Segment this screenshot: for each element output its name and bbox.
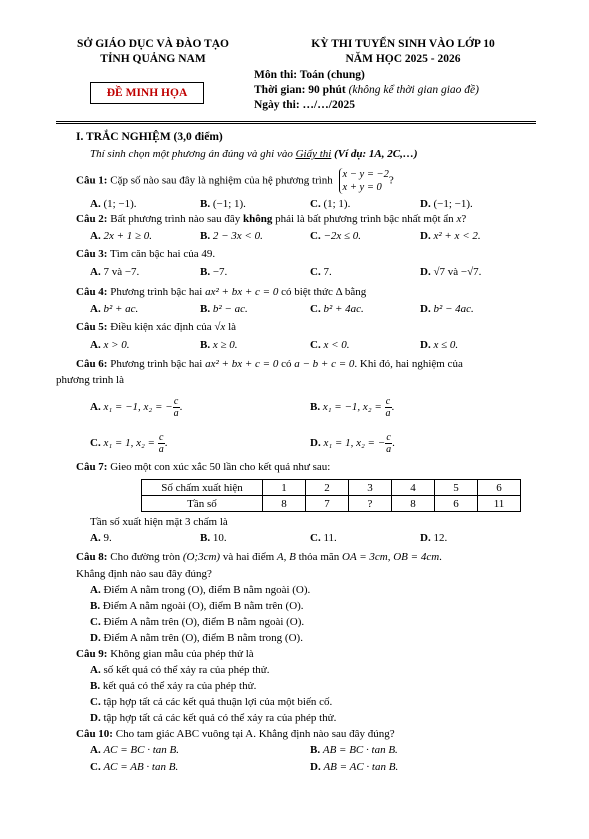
q10-option-b: B. AB = BC · tan B. <box>310 744 398 756</box>
exam-date: Ngày thi: …/…/2025 <box>254 99 355 111</box>
table-cell: 1 <box>263 480 306 496</box>
question-mark: ? <box>388 174 394 187</box>
q2-option-c: C. −2x ≤ 0. <box>310 230 362 242</box>
q4-option-b: B. b² − ac. <box>200 303 248 315</box>
q2-option-d: D. x² + x < 2. <box>420 230 481 242</box>
question-6: Câu 6: Phương trình bậc hai ax² + bx + c = 0 có a − b + c = 0. Khi đó, hai nghiệm của <box>76 358 463 370</box>
table-cell: 5 <box>435 480 478 496</box>
q9-option-c: C. tập hợp tất cả các kết quả thuận lợi của một biến cố. <box>90 696 333 708</box>
question-4: Câu 4: Phương trình bậc hai ax² + bx + c = 0 có biệt thức Δ bằng <box>76 286 367 298</box>
q9-option-b: B. kết quả có thể xảy ra của phép thử. <box>90 680 257 692</box>
time-label: Thời gian: 90 phút <box>254 84 346 96</box>
table-cell: 11 <box>478 496 521 512</box>
q5-option-d: D. x ≤ 0. <box>420 339 459 351</box>
q1-option-b: B. (−1; 1). <box>200 198 246 210</box>
q8-option-b: B. Điểm A nằm ngoài (O), điểm B nằm trên (O). <box>90 600 304 612</box>
instruction-underlined: Giấy thi <box>295 148 332 160</box>
q2-option-b: B. 2 − 3x < 0. <box>200 230 263 242</box>
q7-option-a: A. 9. <box>90 532 112 544</box>
equation-2: x + y = 0 <box>342 182 382 193</box>
time-line <box>254 84 479 96</box>
school-year: NĂM HỌC 2025 - 2026 <box>345 53 461 65</box>
q8-option-d: D. Điểm A nằm trên (O), điểm B nằm trong (O). <box>90 632 303 644</box>
q10-option-d: D. AB = AC · tan B. <box>310 761 399 773</box>
time-note: (không kể thời gian giao đề) <box>348 84 479 96</box>
department-name: SỞ GIÁO DỤC VÀ ĐÀO TẠO <box>77 38 229 50</box>
question-9: Câu 9: Không gian mẫu của phép thử là <box>76 648 254 660</box>
q3-option-c: C. 7. <box>310 266 332 278</box>
question-1 <box>76 168 394 194</box>
q1-option-c: C. (1; 1). <box>310 198 351 210</box>
question-text: Cặp số nào sau đây là nghiệm của hệ phương trình <box>107 174 333 187</box>
equation-system <box>339 168 389 194</box>
q8-option-a: A. Điểm A nằm trong (O), điểm B nằm ngoài (O). <box>90 584 311 596</box>
question-7-prompt: Tần số xuất hiện mặt 3 chấm là <box>90 516 228 528</box>
table-header-cell: Số chấm xuất hiện <box>142 480 263 496</box>
question-number: Câu 1: <box>76 174 108 187</box>
question-8-line-2: Khẳng định nào sau đây đúng? <box>76 568 212 580</box>
fraction-c-over-a: $\frac{c}{a}$ <box>386 432 392 455</box>
table-cell: 8 <box>392 496 435 512</box>
q10-option-c: C. AC = AB · tan B. <box>90 761 179 773</box>
header-divider-2 <box>56 123 536 124</box>
table-row <box>142 480 521 496</box>
instruction-example: (Ví dụ: 1A, 2C,…) <box>331 148 418 160</box>
table-cell: 3 <box>349 480 392 496</box>
frequency-table <box>141 479 521 512</box>
question-3: Câu 3: Tìm căn bậc hai của 49. <box>76 248 216 260</box>
q9-option-d: D. tập hợp tất cả các kết quả có thể xảy ra của phép thử. <box>90 712 337 724</box>
table-cell: 7 <box>306 496 349 512</box>
section-title: I. TRẮC NGHIỆM (3,0 điểm) <box>76 131 223 143</box>
q7-option-d: D. 12. <box>420 532 448 544</box>
header-divider <box>56 121 536 122</box>
table-cell: 4 <box>392 480 435 496</box>
q4-option-c: C. b² + 4ac. <box>310 303 364 315</box>
table-cell: 2 <box>306 480 349 496</box>
subject-label: Môn thi: Toán (chung) <box>254 69 365 81</box>
q6-option-b: B. x₁ = −1, x₂ = $\frac{c}{a}$ . <box>310 396 395 419</box>
q4-option-a: A. b² + ac. <box>90 303 139 315</box>
q5-option-b: B. x ≥ 0. <box>200 339 238 351</box>
fraction-c-over-a: $\frac{c}{a}$ <box>158 432 164 455</box>
question-7: Câu 7: Gieo một con xúc xắc 50 lần cho kết quả như sau: <box>76 461 331 473</box>
q7-option-c: C. 11. <box>310 532 337 544</box>
q8-option-c: C. Điểm A nằm trên (O), điểm B nằm ngoài (O). <box>90 616 305 628</box>
section-instruction <box>90 148 418 160</box>
sample-exam-badge: ĐỀ MINH HỌA <box>90 82 204 104</box>
q6-option-a: A. x₁ = −1, x₂ = − $\frac{c}{a}$ . <box>90 396 183 419</box>
q1-option-d: D. (−1; −1). <box>420 198 473 210</box>
q3-option-b: B. −7. <box>200 266 228 278</box>
table-cell: 6 <box>435 496 478 512</box>
exam-title: KỲ THI TUYỂN SINH VÀO LỚP 10 <box>311 38 495 50</box>
q3-option-d: D. √7 và −√7. <box>420 266 482 278</box>
question-5: Câu 5: Điều kiện xác định của √x là <box>76 321 237 333</box>
question-8: Câu 8: Cho đường tròn (O;3cm) và hai điểm A, B thỏa mãn OA = 3cm, OB = 4cm. <box>76 551 442 563</box>
q5-option-c: C. x < 0. <box>310 339 350 351</box>
q3-option-a: A. 7 và −7. <box>90 266 140 278</box>
fraction-c-over-a: $\frac{c}{a}$ <box>385 396 391 419</box>
q4-option-d: D. b² − 4ac. <box>420 303 474 315</box>
q2-option-a: A. 2x + 1 ≥ 0. <box>90 230 153 242</box>
question-6-line-2: phương trình là <box>56 374 124 386</box>
equation-1: x − y = −2 <box>342 169 389 180</box>
q5-option-a: A. x > 0. <box>90 339 130 351</box>
q10-option-a: A. AC = BC · tan B. <box>90 744 180 756</box>
q1-option-a: A. (1; −1). <box>90 198 137 210</box>
table-row <box>142 496 521 512</box>
q9-option-a: A. số kết quả có thể xảy ra của phép thử. <box>90 664 270 676</box>
fraction-c-over-a: $\frac{c}{a}$ <box>173 396 179 419</box>
table-cell: 6 <box>478 480 521 496</box>
q6-option-d: D. x₁ = 1, x₂ = − $\frac{c}{a}$ . <box>310 432 395 455</box>
table-cell: 8 <box>263 496 306 512</box>
question-10: Câu 10: Cho tam giác ABC vuông tại A. Khẳng định nào sau đây đúng? <box>76 728 395 740</box>
question-2: Câu 2: Bất phương trình nào sau đây không phải là bất phương trình bậc nhất một ẩn x? <box>76 213 467 225</box>
q6-option-c: C. x₁ = 1, x₂ = $\frac{c}{a}$ . <box>90 432 168 455</box>
instruction-text: Thí sinh chọn một phương án đúng và ghi vào <box>90 148 296 160</box>
table-cell: ? <box>349 496 392 512</box>
q7-option-b: B. 10. <box>200 532 227 544</box>
province-name: TỈNH QUẢNG NAM <box>100 53 206 65</box>
table-header-cell: Tần số <box>142 496 263 512</box>
